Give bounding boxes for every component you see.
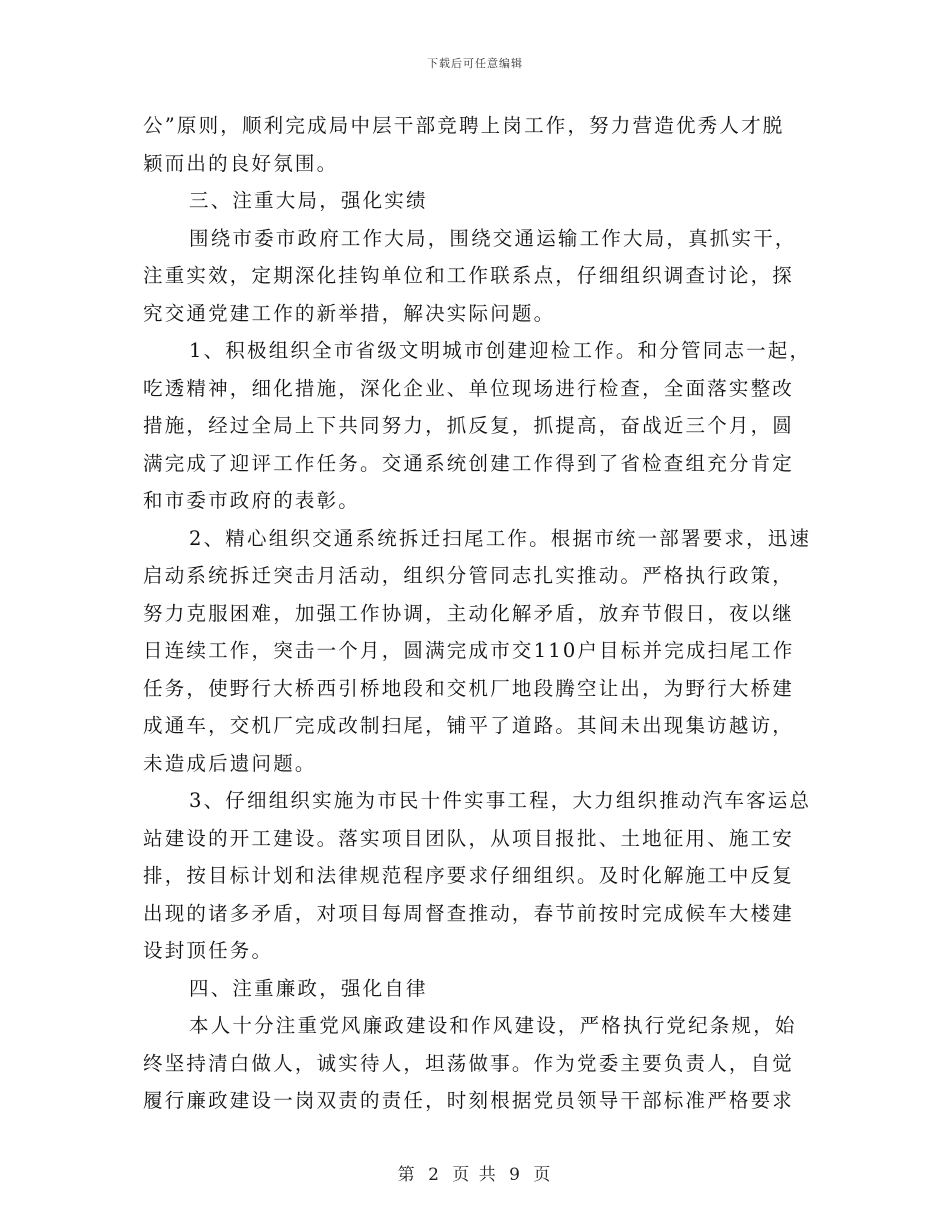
text-line: 注重实效，定期深化挂钩单位和工作联系点，仔细组织调查讨论，探	[143, 264, 795, 287]
page-header-note: 下载后可任意编辑	[427, 57, 523, 70]
text-line: 3、仔细组织实施为市民十件实事工程，大力组织推动汽车客运总	[189, 789, 812, 812]
text-line: 1、积极组织全市省级文明城市创建迎检工作。和分管同志一起，	[189, 339, 812, 362]
text-line: 任务，使野行大桥西引桥地段和交机厂地段腾空让出，为野行大桥建	[143, 676, 795, 700]
total-pages: 9	[509, 1165, 522, 1185]
text-line: 出现的诸多矛盾，对项目每周督查推动，春节前按时完成候车大楼建	[143, 901, 795, 925]
text-line: 满完成了迎评工作任务。交通系统创建工作得到了省检查组充分肯定	[143, 451, 795, 475]
text-line: 启动系统拆迁突击月活动，组织分管同志扎实推动。严格执行政策，	[143, 564, 795, 587]
text-line: 履行廉政建设一岗双责的责任，时刻根据党员领导干部标准严格要求	[143, 1089, 795, 1112]
footer-mid: 页 共	[452, 1165, 498, 1185]
text-line: 设封顶任务。	[143, 939, 274, 962]
text-line: 措施，经过全局上下共同努力，抓反复，抓提高，奋战近三个月，圆	[143, 414, 795, 437]
text-line: 吃透精神，细化措施，深化企业、单位现场进行检查，全面落实整改	[143, 376, 795, 400]
text-line: 努力克服困难，加强工作协调，主动化解矛盾，放弃节假日，夜以继	[143, 601, 795, 625]
footer-suffix: 页	[533, 1165, 553, 1185]
section-heading: 四、注重廉政，强化自律	[189, 976, 428, 1000]
document-body	[143, 107, 813, 1120]
text-line: 和市委市政府的表彰。	[143, 489, 361, 512]
text-line: 究交通党建工作的新举措，解决实际问题。	[143, 301, 556, 325]
text-line: 站建设的开工建设。落实项目团队，从项目报批、土地征用、施工安	[143, 826, 795, 850]
text-line: 围绕市委市政府工作大局，围绕交通运输工作大局，真抓实干，	[189, 226, 797, 250]
text-line: 日连续工作，突击一个月，圆满完成市交110户目标并完成扫尾工作	[143, 639, 795, 662]
section-heading: 三、注重大局，强化实绩	[189, 189, 428, 212]
page-number: 2	[428, 1165, 441, 1185]
text-line: 公”原则，顺利完成局中层干部竞聘上岗工作，努力营造优秀人才脱	[143, 114, 785, 137]
footer-prefix: 第	[397, 1165, 417, 1185]
text-line: 颖而出的良好氛围。	[143, 151, 339, 175]
text-line: 成通车，交机厂完成改制扫尾，铺平了道路。其间未出现集访越访，	[143, 714, 795, 737]
text-line: 2、精心组织交通系统拆迁扫尾工作。根据市统一部署要求，迅速	[189, 526, 812, 550]
text-line: 未造成后遗问题。	[143, 751, 317, 775]
text-line: 终坚持清白做人，诚实待人，坦荡做事。作为党委主要负责人，自觉	[143, 1051, 795, 1075]
page-footer	[0, 1160, 950, 1185]
text-line: 本人十分注重党风廉政建设和作风建设，严格执行党纪条规，始	[189, 1014, 797, 1037]
text-line: 排，按目标计划和法律规范程序要求仔细组织。及时化解施工中反复	[143, 864, 795, 887]
